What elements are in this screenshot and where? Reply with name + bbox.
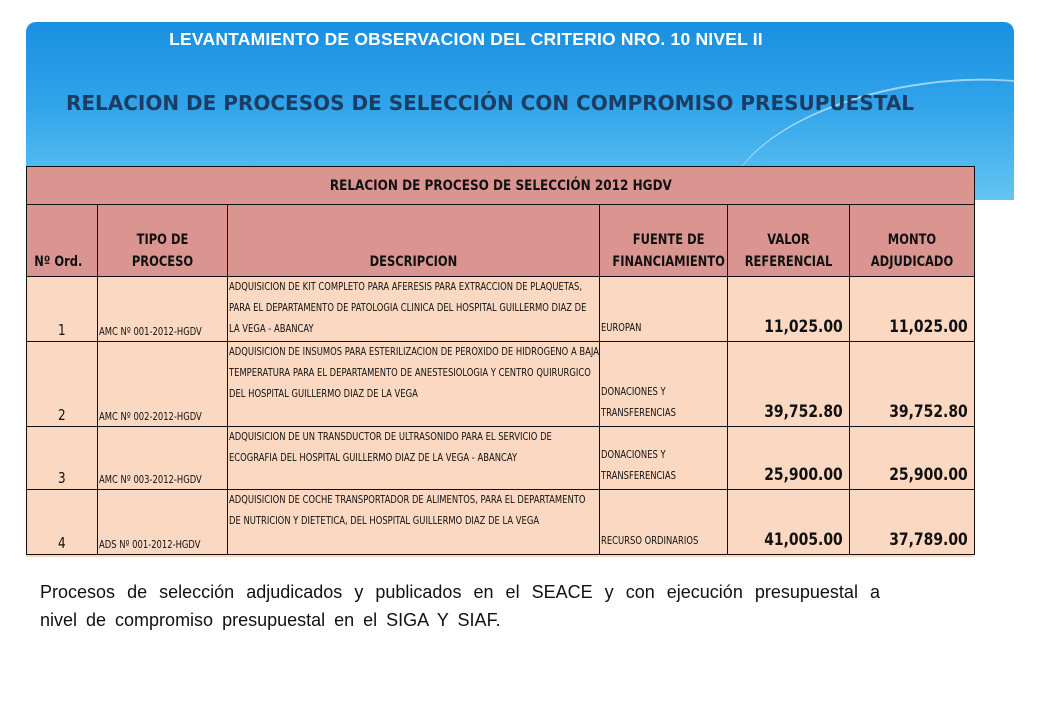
cell-descripcion: ADQUISICION DE KIT COMPLETO PARA AFERESIS PARA EXTRACCION DE PLAQUETAS, PARA EL DEPARTAMENTO DE PATOLOGIA CLINICA DEL HOSPITAL GUILLERMO DIAZ DE LA VEGA - ABANCAY: [228, 277, 600, 342]
header-ord: Nº Ord.: [27, 205, 98, 277]
slide-note: Procesos de selección adjudicados y publicados en el SEACE y con ejecución presupuestal a nivel de compromiso presupuestal en el SIGA Y SIAF.: [40, 582, 880, 630]
cell-monto: 25,900.00: [850, 427, 975, 490]
table-row: [27, 490, 975, 555]
cell-tipo: ADS Nº 001-2012-HGDV: [98, 490, 228, 555]
header-descripcion: DESCRIPCION: [228, 205, 600, 277]
table-caption: RELACION DE PROCESO DE SELECCIÓN 2012 HGDV: [27, 167, 975, 205]
cell-valor: 39,752.80: [728, 342, 850, 427]
cell-fuente: DONACIONES Y TRANSFERENCIAS: [600, 342, 728, 427]
cell-tipo: AMC Nº 001-2012-HGDV: [98, 277, 228, 342]
cell-ord: 1: [27, 277, 98, 342]
cell-tipo: AMC Nº 003-2012-HGDV: [98, 427, 228, 490]
cell-valor: 41,005.00: [728, 490, 850, 555]
cell-monto: 37,789.00: [850, 490, 975, 555]
process-table-image: [26, 166, 974, 557]
slide-title: RELACION DE PROCESOS DE SELECCIÓN CON COMPROMISO PRESUPUESTAL: [65, 91, 915, 115]
cell-descripcion: ADQUISICION DE UN TRANSDUCTOR DE ULTRASONIDO PARA EL SERVICIO DE ECOGRAFIA DEL HOSPITAL GUILLERMO DIAZ DE LA VEGA - ABANCAY: [228, 427, 600, 490]
header-tipo: TIPO DE PROCESO: [98, 205, 228, 277]
cell-valor: 11,025.00: [728, 277, 850, 342]
cell-fuente: DONACIONES Y TRANSFERENCIAS: [600, 427, 728, 490]
cell-monto: 39,752.80: [850, 342, 975, 427]
cell-ord: 4: [27, 490, 98, 555]
cell-tipo: AMC Nº 002-2012-HGDV: [98, 342, 228, 427]
header-fuente: FUENTE DE FINANCIAMIENTO: [600, 205, 728, 277]
cell-descripcion: ADQUISICION DE COCHE TRANSPORTADOR DE ALIMENTOS, PARA EL DEPARTAMENTO DE NUTRICION Y DIETETICA, DEL HOSPITAL GUILLERMO DIAZ DE LA VEGA: [228, 490, 600, 555]
header-valor: VALOR REFERENCIAL: [728, 205, 850, 277]
cell-fuente: EUROPAN: [600, 277, 728, 342]
cell-fuente: RECURSO ORDINARIOS: [600, 490, 728, 555]
process-table: [26, 166, 975, 555]
table-row: [27, 342, 975, 427]
slide-topline: LEVANTAMIENTO DE OBSERVACION DEL CRITERIO NRO. 10 NIVEL II: [169, 29, 763, 49]
cell-monto: 11,025.00: [850, 277, 975, 342]
cell-descripcion: ADQUISICION DE INSUMOS PARA ESTERILIZACION DE PEROXIDO DE HIDROGENO A BAJA TEMPERATURA PARA EL DEPARTAMENTO DE ANESTESIOLOGIA Y CENTRO QUIRURGICO DEL HOSPITAL GUILLERMO DIAZ DE LA VEGA: [228, 342, 600, 427]
cell-ord: 3: [27, 427, 98, 490]
header-monto: MONTO ADJUDICADO: [850, 205, 975, 277]
table-row: [27, 277, 975, 342]
cell-valor: 25,900.00: [728, 427, 850, 490]
cell-ord: 2: [27, 342, 98, 427]
table-row: [27, 427, 975, 490]
